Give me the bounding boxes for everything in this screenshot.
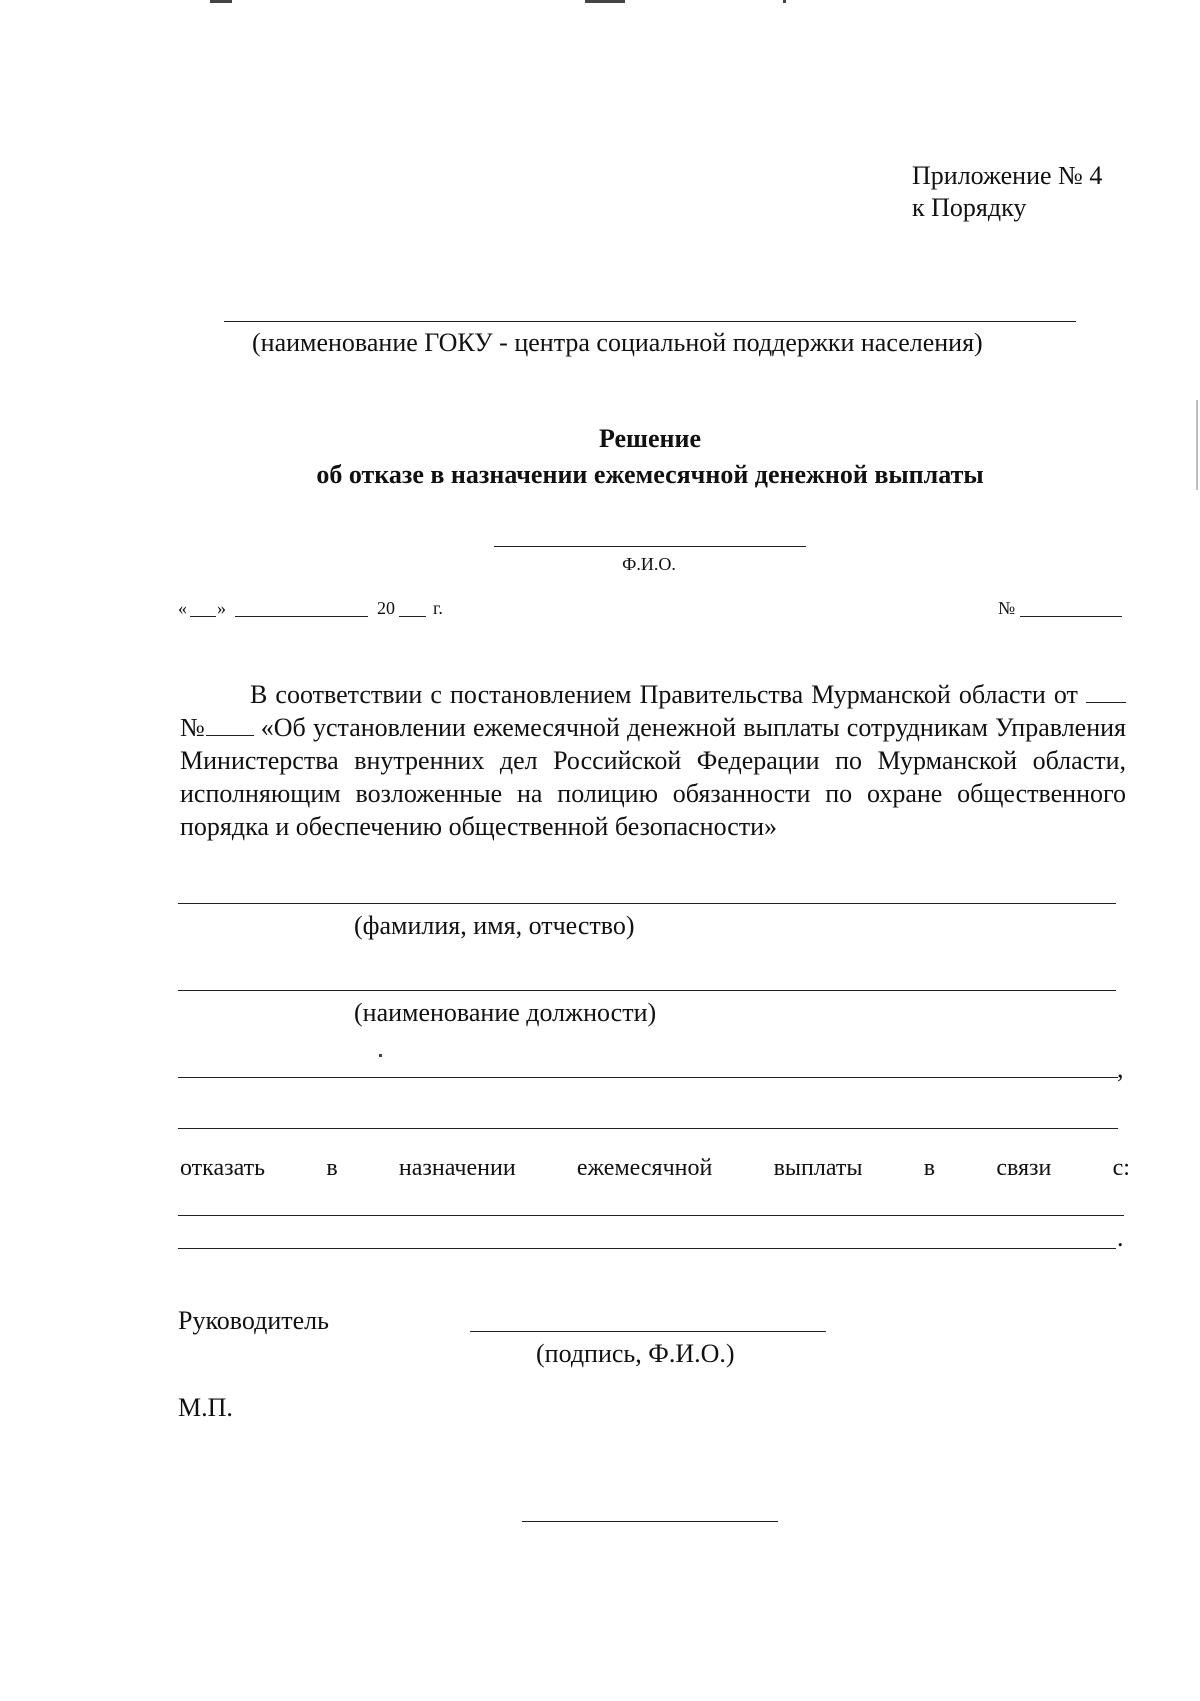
signature-line — [470, 1331, 826, 1332]
scan-dot — [379, 1054, 382, 1057]
paragraph-number-sign: № — [180, 713, 206, 742]
detail-line-2 — [178, 1128, 1118, 1129]
detail-line-1 — [178, 1077, 1118, 1078]
paragraph-text-2: «Об установлении ежемесячной денежной выплаты сотрудникам Управления Министерства внутренних дел Российской Федерации по Мурманской области, исполняющим возложенные на полицию обязанности по охране общественного порядка и обеспечению общественной безопасности» — [180, 713, 1126, 841]
paragraph-text-1: В соответствии с постановлением Правительства Мурманской области от — [250, 680, 1078, 709]
date-year-suffix: г. — [433, 598, 443, 618]
decree-paragraph — [180, 678, 1126, 843]
scan-mark — [210, 0, 232, 3]
reason-line-2 — [178, 1248, 1116, 1249]
scan-mark — [585, 0, 625, 3]
line-comma: , — [1117, 1054, 1124, 1083]
number-blank — [1020, 616, 1122, 617]
decree-date-blank — [1086, 682, 1126, 703]
refusal-word: в — [326, 1155, 338, 1181]
refusal-word: с: — [1112, 1155, 1130, 1181]
appendix-reference: к Порядку — [912, 193, 1027, 222]
refusal-word: в — [923, 1155, 936, 1181]
manager-label: Руководитель — [178, 1306, 329, 1335]
scan-mark — [783, 0, 786, 3]
appendix-header — [912, 160, 1102, 224]
title-subject: об отказе в назначении ежемесячной денежной выплаты — [316, 460, 984, 489]
refusal-word: связи — [996, 1155, 1052, 1181]
document-title — [180, 423, 1120, 491]
refusal-word: отказать — [180, 1155, 266, 1181]
refusal-word: ежемесячной — [576, 1155, 713, 1181]
signature-caption: (подпись, Ф.И.О.) — [536, 1339, 735, 1368]
reason-line-1 — [178, 1215, 1124, 1216]
stamp-label: М.П. — [178, 1393, 233, 1422]
date-field — [178, 597, 187, 619]
date-month-blank — [235, 616, 368, 617]
title-decision: Решение — [598, 424, 702, 453]
date-close-quote: » — [217, 598, 226, 618]
refusal-word: выплаты — [773, 1155, 863, 1181]
date-day-blank — [190, 616, 216, 617]
fio-caption: Ф.И.О. — [622, 554, 676, 574]
number-sign: № — [998, 598, 1016, 618]
closing-line — [522, 1521, 778, 1522]
refusal-statement — [180, 1153, 1130, 1183]
scan-edge-right — [1196, 400, 1198, 490]
appendix-number: Приложение № 4 — [912, 161, 1103, 190]
date-open-quote: « — [178, 598, 187, 618]
fio-line — [494, 546, 806, 547]
line-period: . — [1117, 1223, 1124, 1252]
date-year-prefix: 20 — [377, 598, 395, 618]
position-caption: (наименование должности) — [354, 998, 657, 1027]
full-name-caption: (фамилия, имя, отчество) — [354, 911, 635, 940]
org-name-caption: (наименование ГОКУ - центра социальной поддержки населения) — [252, 328, 983, 357]
refusal-word: назначении — [398, 1155, 516, 1181]
date-year-blank — [399, 616, 426, 617]
org-name-line — [224, 321, 1076, 322]
position-line — [178, 990, 1116, 991]
full-name-line — [178, 903, 1116, 904]
decree-number-blank — [206, 715, 254, 736]
